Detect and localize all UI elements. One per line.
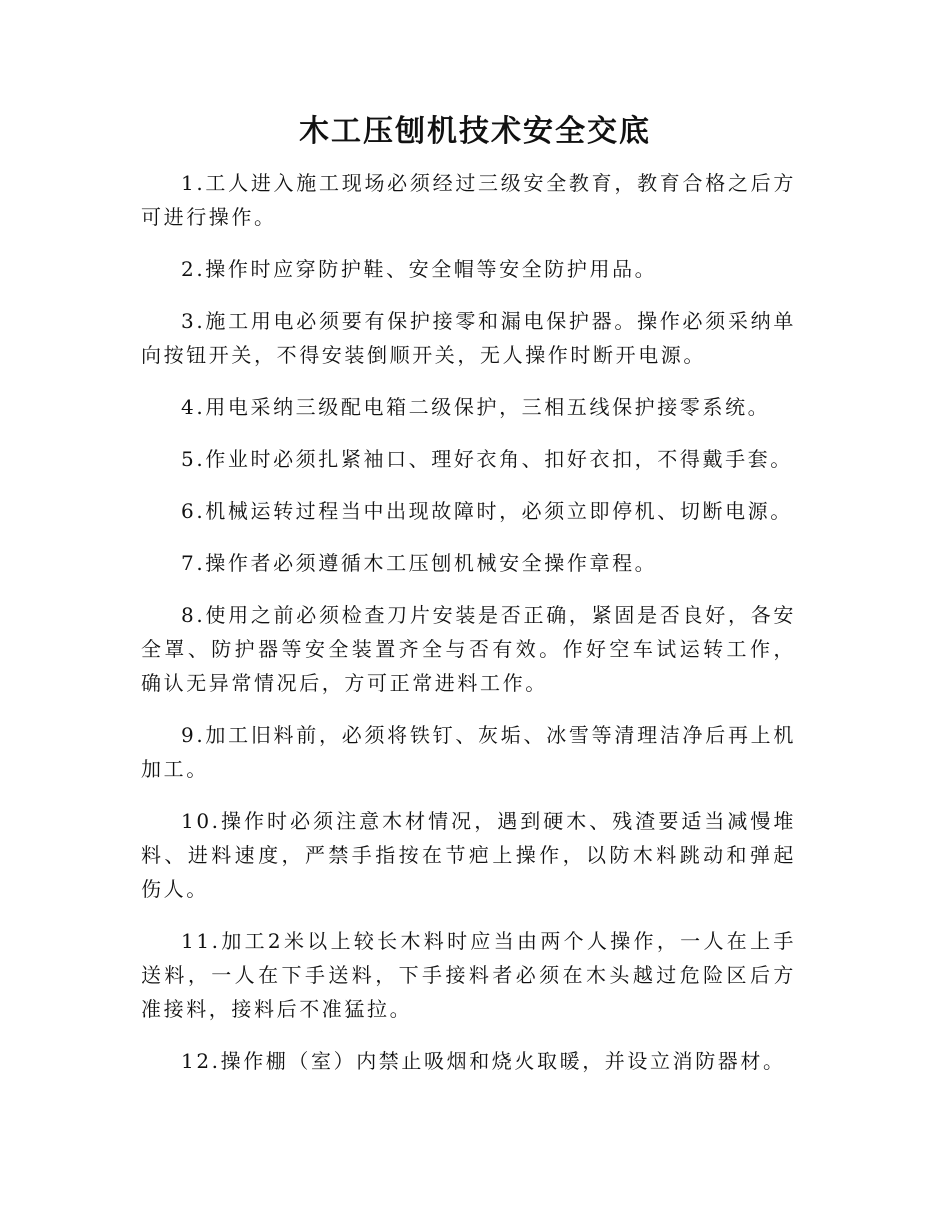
paragraph-11: 11.加工2米以上较长木料时应当由两个人操作，一人在上手送料，一人在下手送料，下手接料者必须在木头越过危险区后方准接料，接料后不准猛拉。 [141,929,796,1021]
paragraph-7: 7.操作者必须遵循木工压刨机械安全操作章程。 [181,551,658,575]
document-title: 木工压刨机技术安全交底 [299,114,651,149]
paragraph-4: 4.用电采纳三级配电箱二级保护，三相五线保护接零系统。 [181,395,771,419]
paragraph-12: 12.操作棚（室）内禁止吸烟和烧火取暖，并设立消防器材。 [181,1049,786,1073]
paragraph-2: 2.操作时应穿防护鞋、安全帽等安全防护用品。 [181,257,658,281]
paragraph-6: 6.机械运转过程当中出现故障时，必须立即停机、切断电源。 [181,499,793,523]
document-body [141,166,796,1096]
paragraph-5: 5.作业时必须扎紧袖口、理好衣角、扣好衣扣，不得戴手套。 [181,447,793,471]
paragraph-9: 9.加工旧料前，必须将铁钉、灰垢、冰雪等清理洁净后再上机加工。 [141,723,796,781]
paragraph-3: 3.施工用电必须要有保护接零和漏电保护器。操作必须采纳单向按钮开关，不得安装倒顺开关，无人操作时断开电源。 [141,309,796,367]
paragraph-8: 8.使用之前必须检查刀片安装是否正确，紧固是否良好，各安全罩、防护器等安全装置齐全与否有效。作好空车试运转工作，确认无异常情况后，方可正常进料工作。 [141,603,796,695]
paragraph-10: 10.操作时必须注意木材情况，遇到硬木、残渣要适当减慢堆料、进料速度，严禁手指按在节疤上操作，以防木料跳动和弹起伤人。 [141,809,796,901]
paragraph-1: 1.工人进入施工现场必须经过三级安全教育，教育合格之后方可进行操作。 [141,171,796,229]
